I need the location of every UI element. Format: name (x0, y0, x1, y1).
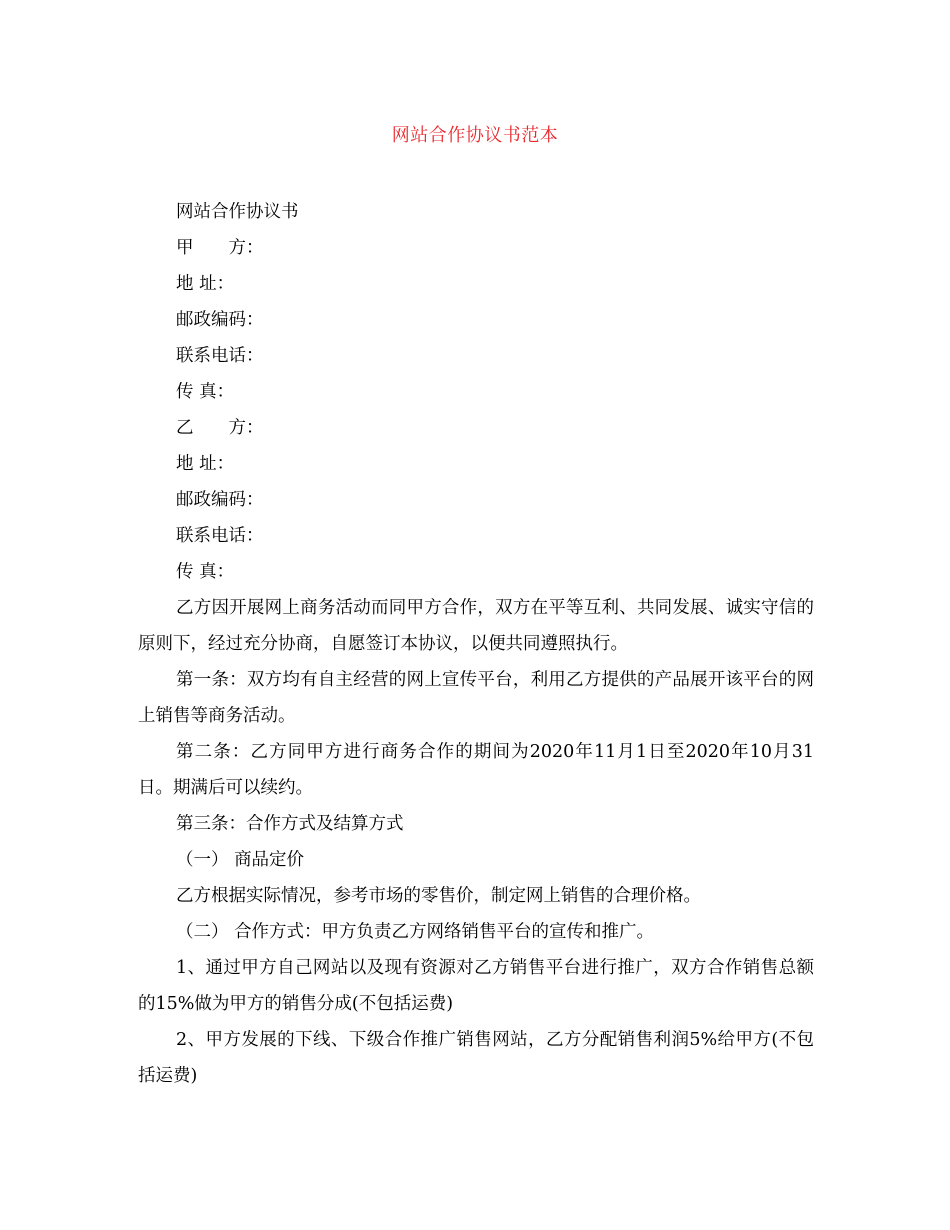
party-b-label: 乙 方： (176, 418, 264, 438)
party-a-fax: 传 真： (176, 382, 235, 402)
paragraph-item-1: 1、通过甲方自己网站以及现有资源对乙方销售平台进行推广，双方合作销售总额的15%做为甲方的销售分成(不包括运费) (138, 958, 814, 1014)
heading-line: 网站合作协议书 (176, 202, 299, 222)
party-b-postcode: 邮政编码： (176, 490, 264, 510)
paragraph-cooperation: （二） 合作方式：甲方负责乙方网络销售平台的宣传和推广。 (176, 922, 655, 942)
party-a-phone: 联系电话： (176, 346, 264, 366)
party-b-address: 地 址： (176, 454, 235, 474)
party-b-fax: 传 真： (176, 562, 235, 582)
document-title: 网站合作协议书范本 (391, 125, 559, 146)
party-a-label: 甲 方： (176, 238, 264, 258)
paragraph-article-3: 第三条：合作方式及结算方式 (176, 814, 404, 834)
paragraph-pricing-heading: （一） 商品定价 (176, 850, 305, 870)
party-a-address: 地 址： (176, 274, 235, 294)
party-b-phone: 联系电话： (176, 526, 264, 546)
paragraph-article-1: 第一条：双方均有自主经营的网上宣传平台，利用乙方提供的产品展开该平台的网上销售等商务活动。 (138, 670, 814, 726)
paragraph-pricing: 乙方根据实际情况，参考市场的零售价，制定网上销售的合理价格。 (176, 886, 701, 906)
document-body (138, 194, 814, 1094)
paragraph-preamble: 乙方因开展网上商务活动而同甲方合作，双方在平等互利、共同发展、诚实守信的原则下，经过充分协商，自愿签订本协议，以便共同遵照执行。 (138, 598, 814, 654)
paragraph-article-2: 第二条：乙方同甲方进行商务合作的期间为2020年11月1日至2020年10月31日。期满后可以续约。 (138, 742, 814, 798)
party-a-postcode: 邮政编码： (176, 310, 264, 330)
paragraph-item-2: 2、甲方发展的下线、下级合作推广销售网站，乙方分配销售利润5%给甲方(不包括运费) (138, 1030, 814, 1086)
